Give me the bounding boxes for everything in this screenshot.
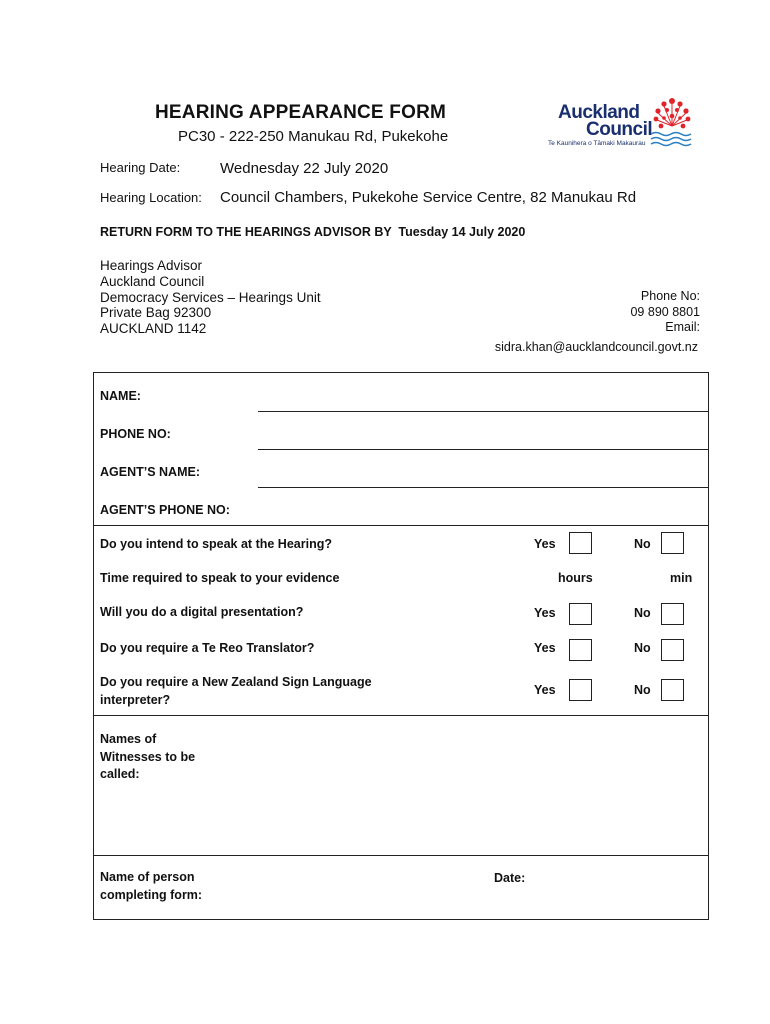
te-reo-no-label: No	[634, 641, 651, 655]
postal-address	[100, 258, 321, 337]
return-instruction: RETURN FORM TO THE HEARINGS ADVISOR BY Tuesday 14 July 2020	[100, 225, 526, 239]
time-question: Time required to speak to your evidence	[100, 571, 340, 585]
hearing-location-value: Council Chambers, Pukekohe Service Centre, 82 Manukau Rd	[220, 189, 637, 206]
witnesses-field[interactable]	[244, 721, 702, 851]
sign-no-label: No	[634, 683, 651, 697]
speak-yes-checkbox[interactable]	[569, 532, 592, 554]
email-value: sidra.khan@aucklandcouncil.govt.nz	[494, 340, 698, 354]
witnesses-label-line: called:	[100, 767, 140, 781]
digital-no-label: No	[634, 606, 651, 620]
speak-no-checkbox[interactable]	[661, 532, 684, 554]
sign-language-question	[100, 674, 372, 709]
sign-language-question-line: interpreter?	[100, 692, 171, 707]
sign-yes-label: Yes	[534, 683, 556, 697]
agent-name-field[interactable]	[258, 487, 708, 488]
phone-value: 09 890 8801	[630, 304, 700, 319]
section-divider	[94, 525, 708, 526]
speak-yes-label: Yes	[534, 537, 556, 551]
name-field[interactable]	[258, 411, 708, 412]
person-completing-label-line: Name of person	[100, 870, 195, 884]
agent-name-label: AGENT’S NAME:	[100, 465, 200, 479]
speak-question: Do you intend to speak at the Hearing?	[100, 537, 332, 551]
sign-no-checkbox[interactable]	[661, 679, 684, 701]
speak-no-label: No	[634, 537, 651, 551]
person-completing-label-line: completing form:	[100, 887, 203, 902]
section-divider	[94, 855, 708, 856]
hearing-location-label: Hearing Location:	[100, 190, 202, 205]
name-label: NAME:	[100, 389, 141, 403]
witnesses-label	[100, 731, 195, 784]
address-line: Auckland Council	[100, 273, 205, 289]
logo-word-2: Council	[586, 119, 653, 140]
te-reo-no-checkbox[interactable]	[661, 639, 684, 661]
email-label: Email:	[665, 320, 700, 334]
phone-field[interactable]	[258, 449, 708, 450]
digital-yes-checkbox[interactable]	[569, 603, 592, 625]
auckland-council-logo	[548, 96, 698, 152]
contact-block	[630, 289, 700, 336]
digital-yes-label: Yes	[534, 606, 556, 620]
digital-no-checkbox[interactable]	[661, 603, 684, 625]
witnesses-label-line: Names of	[100, 732, 157, 746]
address-line: Democracy Services – Hearings Unit	[100, 289, 321, 305]
hearing-date-value: Wednesday 22 July 2020	[220, 160, 389, 177]
sign-language-question-line: Do you require a New Zealand Sign Language	[100, 675, 372, 689]
te-reo-yes-checkbox[interactable]	[569, 639, 592, 661]
digital-question: Will you do a digital presentation?	[100, 605, 304, 619]
section-divider	[94, 715, 708, 716]
page-subtitle: PC30 - 222-250 Manukau Rd, Pukekohe	[178, 128, 449, 145]
date-label: Date:	[494, 871, 526, 885]
phone-label: Phone No:	[640, 289, 700, 303]
address-line: AUCKLAND 1142	[100, 321, 207, 337]
te-reo-question: Do you require a Te Reo Translator?	[100, 641, 315, 655]
address-line: Hearings Advisor	[100, 258, 203, 273]
logo-word-1: Auckland	[558, 102, 640, 123]
te-reo-yes-label: Yes	[534, 641, 556, 655]
page-title: HEARING APPEARANCE FORM	[155, 102, 447, 123]
minutes-field-label[interactable]: min	[670, 571, 693, 585]
address-line: Private Bag 92300	[100, 305, 212, 321]
witnesses-label-line: Witnesses to be	[100, 749, 196, 764]
pohutukawa-flower-icon	[647, 96, 697, 150]
person-completing-label	[100, 869, 202, 904]
logo-tagline: Te Kaunihera o Tāmaki Makaurau	[548, 140, 646, 147]
phone-no-label: PHONE NO:	[100, 427, 171, 441]
hearing-date-label: Hearing Date:	[100, 160, 181, 175]
appearance-form-box	[93, 372, 709, 920]
agent-phone-label: AGENT’S PHONE NO:	[100, 503, 230, 517]
sign-yes-checkbox[interactable]	[569, 679, 592, 701]
hours-field-label[interactable]: hours	[558, 571, 593, 585]
